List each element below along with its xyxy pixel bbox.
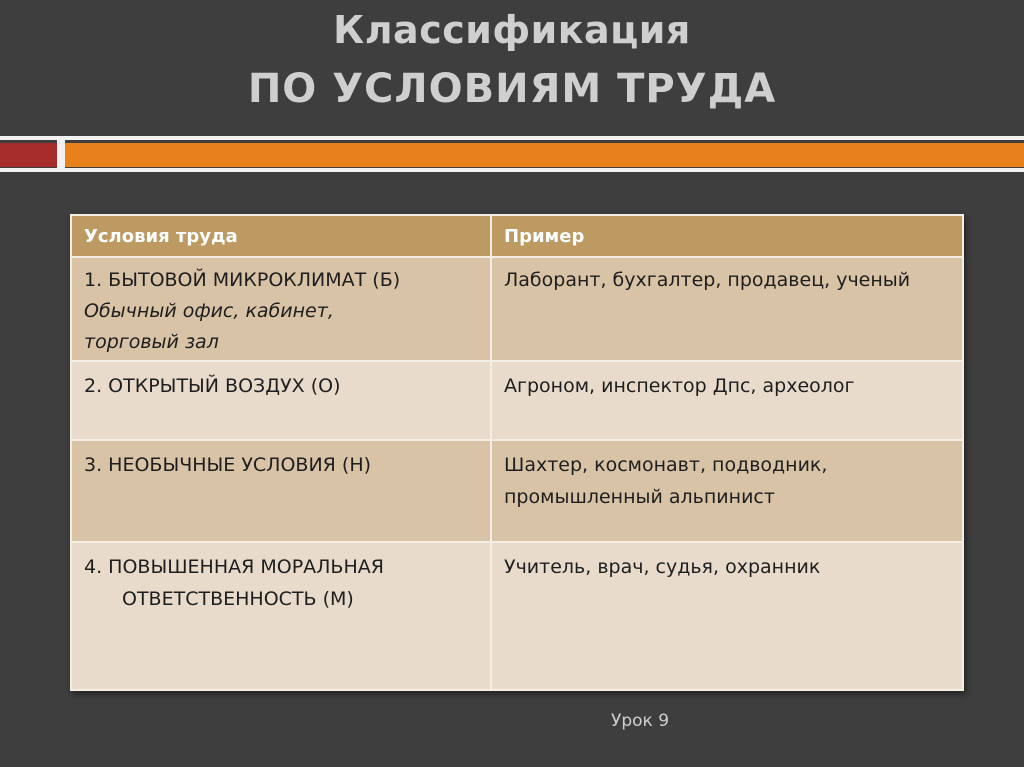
condition-note: торговый зал xyxy=(84,331,219,353)
divider-bottom xyxy=(0,168,1024,172)
accent-bar-red xyxy=(0,143,57,167)
condition-cell xyxy=(71,440,491,542)
table-row xyxy=(71,440,963,542)
example-cell xyxy=(491,361,963,440)
example-text: Лаборант, бухгалтер, продавец, ученый xyxy=(504,269,911,291)
table-row xyxy=(71,361,963,440)
table-header-row xyxy=(71,215,963,257)
example-text: промышленный альпинист xyxy=(504,486,775,508)
example-text: Шахтер, космонавт, подводник, xyxy=(504,454,828,476)
table-row xyxy=(71,257,963,361)
example-cell xyxy=(491,440,963,542)
condition-cell xyxy=(71,542,491,690)
example-cell xyxy=(491,542,963,690)
column-header-conditions: Условия труда xyxy=(71,215,491,257)
slide-footer: Урок 9 xyxy=(611,711,670,731)
condition-label: 4. ПОВЫШЕННАЯ МОРАЛЬНАЯ xyxy=(84,556,384,578)
classification-table xyxy=(70,214,964,691)
condition-cell xyxy=(71,361,491,440)
slide-title-area xyxy=(0,0,1024,136)
condition-label: 2. ОТКРЫТЫЙ ВОЗДУХ (О) xyxy=(84,375,341,397)
slide-subtitle: ПО УСЛОВИЯМ ТРУДА xyxy=(247,66,777,112)
accent-bar-gap xyxy=(57,140,65,168)
table-row xyxy=(71,542,963,690)
example-cell xyxy=(491,257,963,361)
example-text: Учитель, врач, судья, охранник xyxy=(504,556,821,578)
condition-note: Обычный офис, кабинет, xyxy=(84,300,334,322)
column-header-example: Пример xyxy=(491,215,963,257)
condition-label: 3. НЕОБЫЧНЫЕ УСЛОВИЯ (Н) xyxy=(84,454,372,476)
condition-label: 1. БЫТОВОЙ МИКРОКЛИМАТ (Б) xyxy=(84,269,401,291)
slide-title: Классификация xyxy=(333,8,691,52)
divider-top xyxy=(0,136,1024,140)
example-text: Агроном, инспектор Дпс, археолог xyxy=(504,375,855,397)
condition-label: ОТВЕТСТВЕННОСТЬ (М) xyxy=(122,588,354,610)
accent-bar-orange xyxy=(65,143,1024,167)
condition-cell xyxy=(71,257,491,361)
